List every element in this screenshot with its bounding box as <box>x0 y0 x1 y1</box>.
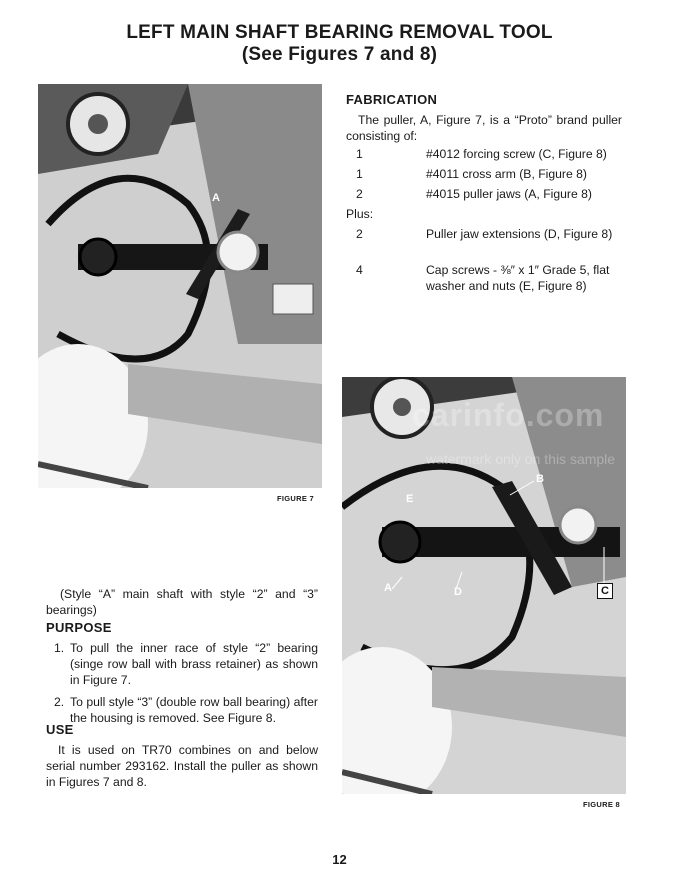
extras-list-item <box>346 262 626 298</box>
figure-8-callout-c: C <box>597 583 613 599</box>
use-text: It is used on TR70 combines on and below serial number 293162. Install the puller as shown in Figures 7 and 8. <box>46 743 318 789</box>
part-quantity: 4 <box>356 263 363 277</box>
purpose-heading: PURPOSE <box>46 620 112 635</box>
watermark-main-text: carinfo.com <box>412 397 605 433</box>
style-note: (Style “A” main shaft with style “2” and “3” bearings) <box>46 587 318 617</box>
purpose-item-number: 2. <box>54 695 65 709</box>
page-title <box>0 22 679 66</box>
figure-8-callout-e: E <box>406 493 414 505</box>
plus-label: Plus: <box>346 207 374 221</box>
watermark-sub-text: watermark only on this sample <box>426 451 616 467</box>
extras-list-item <box>346 226 626 262</box>
figure-7-photo <box>38 84 322 488</box>
extras-list <box>346 226 626 298</box>
parts-list-item <box>346 186 626 206</box>
part-description: Cap screws - ⅜″ x 1″ Grade 5, flat washer and nuts (E, Figure 8) <box>426 263 610 293</box>
part-description: #4015 puller jaws (A, Figure 8) <box>426 187 592 201</box>
figure-8-callout-a: A <box>384 582 392 594</box>
figure-8-callout-d: D <box>454 586 462 598</box>
part-quantity: 1 <box>356 147 363 161</box>
fabrication-heading: FABRICATION <box>346 92 438 107</box>
page-number: 12 <box>332 852 347 867</box>
parts-list-item <box>346 146 626 166</box>
part-description: Puller jaw extensions (D, Figure 8) <box>426 227 613 241</box>
purpose-item-text: To pull style “3” (double row ball bearing) after the housing is removed. See Figure 8. <box>70 695 318 725</box>
purpose-list-item <box>54 640 318 688</box>
part-description: #4011 cross arm (B, Figure 8) <box>426 167 587 181</box>
figure-7-caption: FIGURE 7 <box>277 494 314 503</box>
parts-list <box>346 146 626 206</box>
purpose-list-item <box>54 694 318 726</box>
figure-8-photo <box>342 377 626 794</box>
part-quantity: 2 <box>356 227 363 241</box>
figure-7-callout-a: A <box>212 192 220 204</box>
figure-8-caption: FIGURE 8 <box>583 800 620 809</box>
purpose-list <box>54 640 318 732</box>
title-line-2: (See Figures 7 and 8) <box>241 44 438 65</box>
fabrication-intro: The puller, A, Figure 7, is a “Proto” brand puller consisting of: <box>346 113 622 143</box>
part-quantity: 2 <box>356 187 363 201</box>
parts-list-item <box>346 166 626 186</box>
use-heading: USE <box>46 722 74 737</box>
purpose-item-text: To pull the inner race of style “2” bearing (singe row ball with brass retainer) as shown in Figure 7. <box>70 641 318 687</box>
title-line-1: LEFT MAIN SHAFT BEARING REMOVAL TOOL <box>126 22 553 43</box>
figure-8-callout-b: B <box>536 473 544 485</box>
part-quantity: 1 <box>356 167 363 181</box>
part-description: #4012 forcing screw (C, Figure 8) <box>426 147 607 161</box>
purpose-item-number: 1. <box>54 641 65 655</box>
